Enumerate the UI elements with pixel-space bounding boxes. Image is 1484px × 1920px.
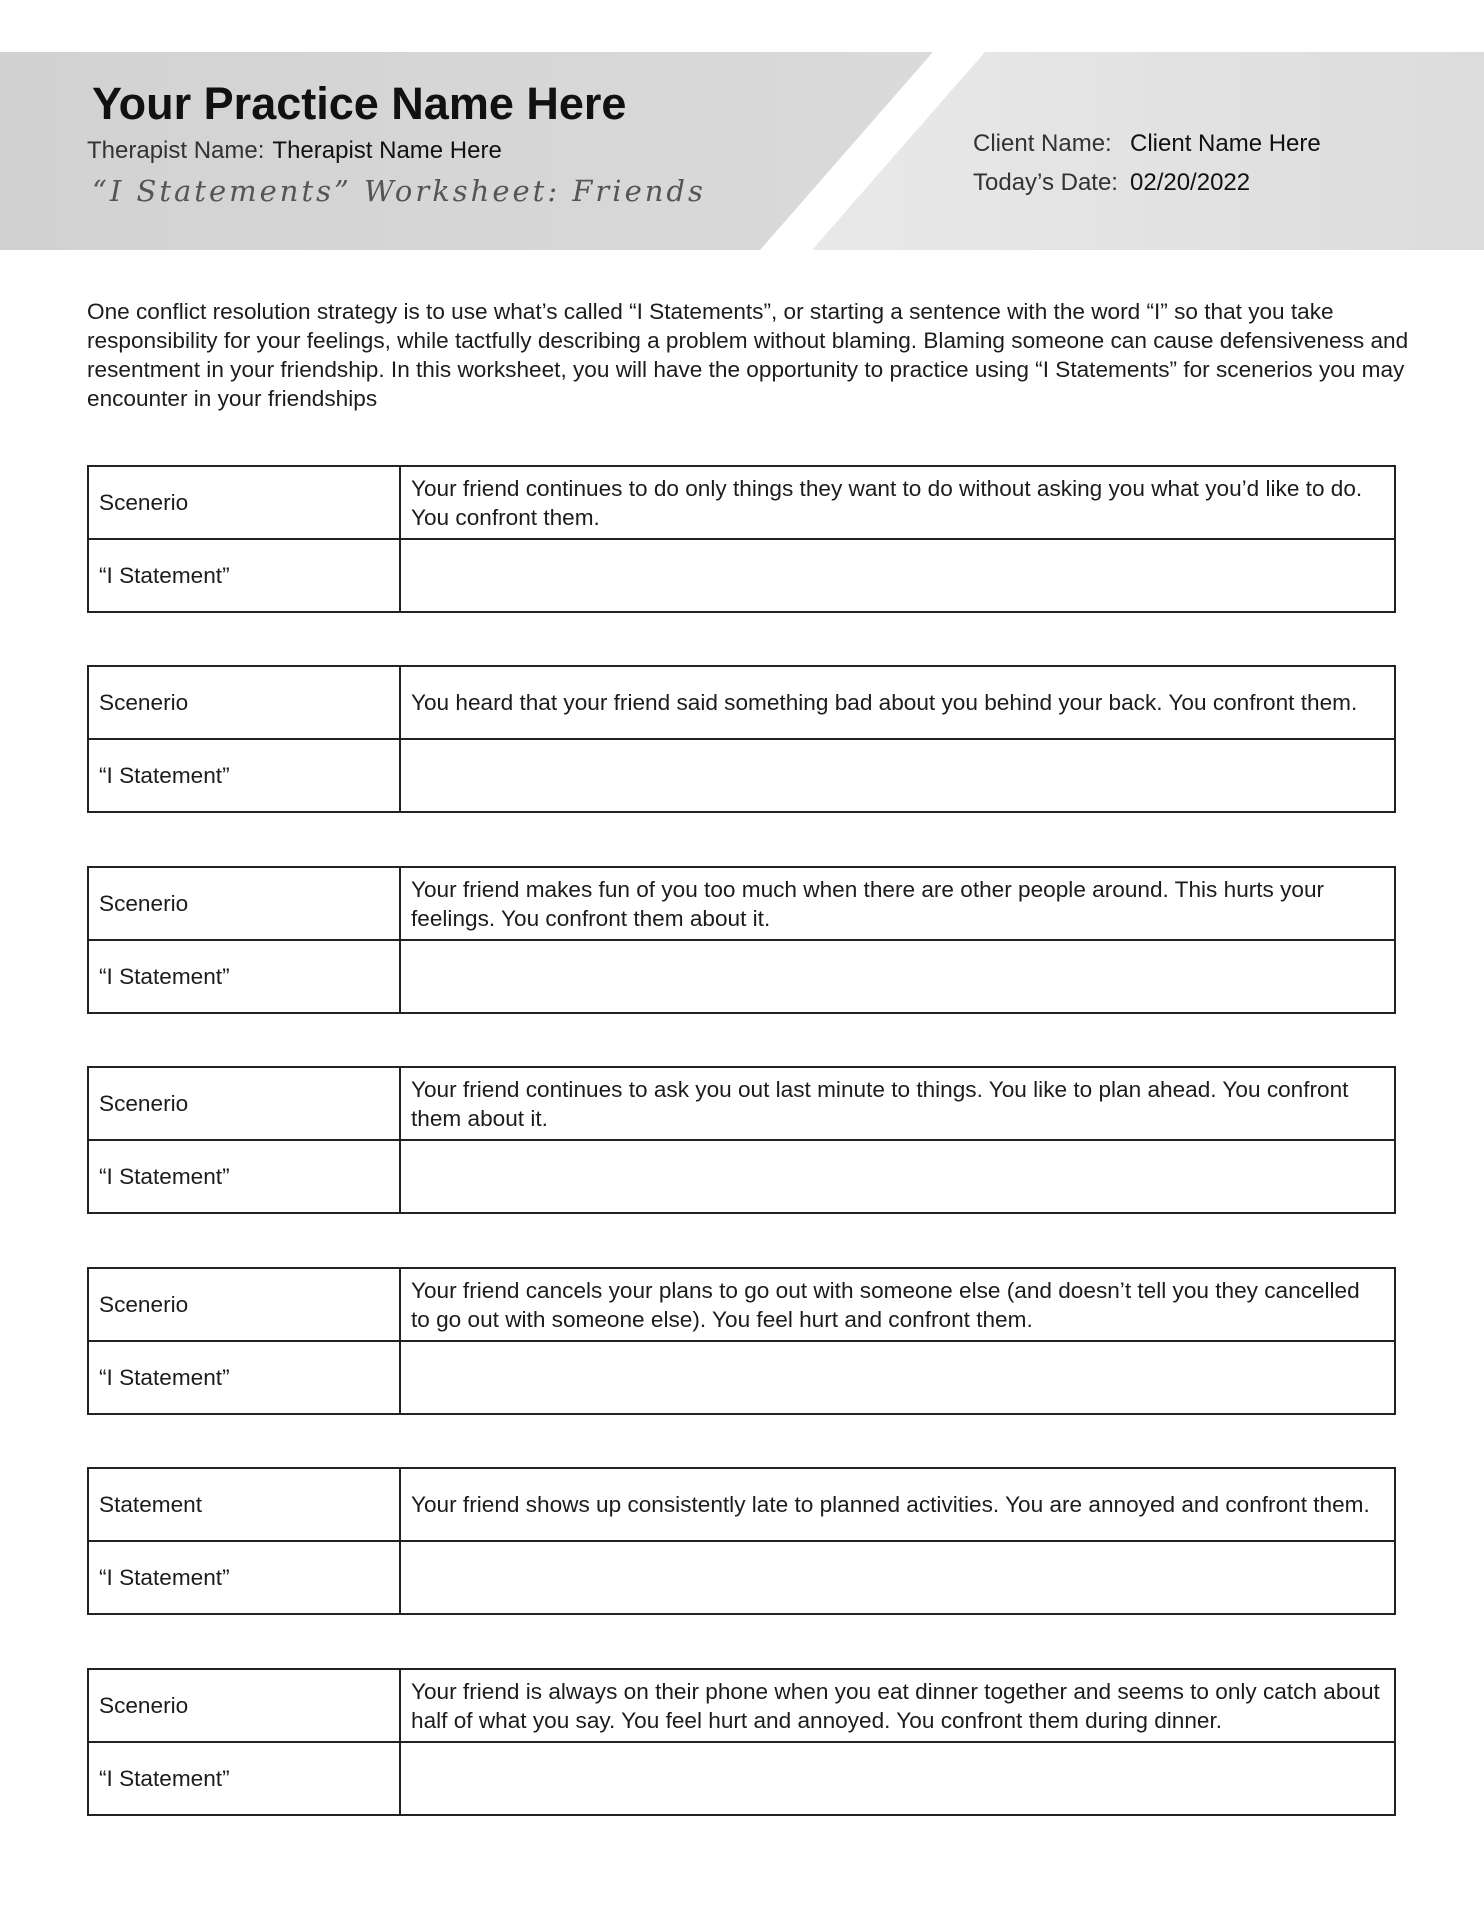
- intro-paragraph: [87, 297, 1417, 413]
- statement-label: “I Statement”: [88, 739, 400, 812]
- statement-answer-field[interactable]: [400, 1541, 1395, 1614]
- date-row: [973, 163, 1321, 202]
- scenario-row: [88, 1067, 1395, 1140]
- date-label: Today’s Date:: [973, 169, 1118, 196]
- statement-row: [88, 1341, 1395, 1414]
- scenario-table-5: [87, 1267, 1396, 1415]
- statement-row: [88, 739, 1395, 812]
- scenario-table-7: [87, 1668, 1396, 1816]
- scenario-table-3: [87, 866, 1396, 1014]
- statement-answer-field[interactable]: [400, 1140, 1395, 1213]
- scenario-text: You heard that your friend said something bad about you behind your back. You confront them.: [400, 666, 1395, 739]
- scenario-label: Scenerio: [88, 466, 400, 539]
- statement-label: “I Statement”: [88, 940, 400, 1013]
- client-name-row: [973, 124, 1321, 163]
- statement-row: [88, 1742, 1395, 1815]
- statement-answer-field[interactable]: [400, 940, 1395, 1013]
- scenario-label: Scenerio: [88, 1268, 400, 1341]
- scenario-label: Scenerio: [88, 666, 400, 739]
- scenario-label: Scenerio: [88, 1067, 400, 1140]
- statement-answer-field[interactable]: [400, 539, 1395, 612]
- practice-name: Your Practice Name Here: [92, 78, 627, 129]
- scenario-text: Your friend makes fun of you too much when there are other people around. This hurts your feelings. You confront them about it.: [400, 867, 1395, 940]
- statement-row: [88, 539, 1395, 612]
- scenario-label: Scenerio: [88, 1669, 400, 1742]
- scenario-text: Your friend shows up consistently late to planned activities. You are annoyed and confront them.: [400, 1468, 1395, 1541]
- statement-answer-field[interactable]: [400, 1742, 1395, 1815]
- scenario-label: Scenerio: [88, 867, 400, 940]
- therapist-name: Therapist Name Here: [272, 137, 502, 164]
- scenario-text: Your friend cancels your plans to go out with someone else (and doesn’t tell you they cancelled to go out with someone else). You feel hurt and confront them.: [400, 1268, 1395, 1341]
- statement-label: “I Statement”: [88, 1140, 400, 1213]
- statement-label: “I Statement”: [88, 1541, 400, 1614]
- scenario-row: [88, 666, 1395, 739]
- date-value: 02/20/2022: [1130, 169, 1251, 196]
- scenario-label: Statement: [88, 1468, 400, 1541]
- client-info: [973, 124, 1321, 202]
- client-name-value: Client Name Here: [1130, 130, 1321, 157]
- scenario-text: Your friend is always on their phone when you eat dinner together and seems to only catch about half of what you say. You feel hurt and annoyed. You confront them during dinner.: [400, 1669, 1395, 1742]
- scenario-row: [88, 1268, 1395, 1341]
- intro-text: One conflict resolution strategy is to use what’s called “I Statements”, or starting a sentence with the word “I” so that you take responsibility for your feelings, while tactfully describing a problem without blaming. Blaming someone can cause defensiveness and resentment in your friendship. In this worksheet, you will have the opportunity to practice using “I Statements” for scenerios you may encounter in your friendships: [87, 299, 1409, 411]
- scenario-row: [88, 1468, 1395, 1541]
- scenario-table-1: [87, 465, 1396, 613]
- statement-label: “I Statement”: [88, 1742, 400, 1815]
- scenario-row: [88, 466, 1395, 539]
- statement-label: “I Statement”: [88, 539, 400, 612]
- therapist-label: Therapist Name:: [87, 137, 265, 164]
- scenario-row: [88, 1669, 1395, 1742]
- statement-label: “I Statement”: [88, 1341, 400, 1414]
- worksheet-title: “I Statements” Worksheet: Friends: [92, 174, 706, 208]
- scenario-table-4: [87, 1066, 1396, 1214]
- statement-row: [88, 940, 1395, 1013]
- client-name-label: Client Name:: [973, 130, 1112, 157]
- scenario-table-6: [87, 1467, 1396, 1615]
- statement-answer-field[interactable]: [400, 739, 1395, 812]
- therapist-row: [87, 137, 502, 165]
- scenario-row: [88, 867, 1395, 940]
- statement-answer-field[interactable]: [400, 1341, 1395, 1414]
- scenario-text: Your friend continues to do only things they want to do without asking you what you’d like to do. You confront them.: [400, 466, 1395, 539]
- scenario-table-2: [87, 665, 1396, 813]
- scenario-text: Your friend continues to ask you out last minute to things. You like to plan ahead. You confront them about it.: [400, 1067, 1395, 1140]
- statement-row: [88, 1541, 1395, 1614]
- statement-row: [88, 1140, 1395, 1213]
